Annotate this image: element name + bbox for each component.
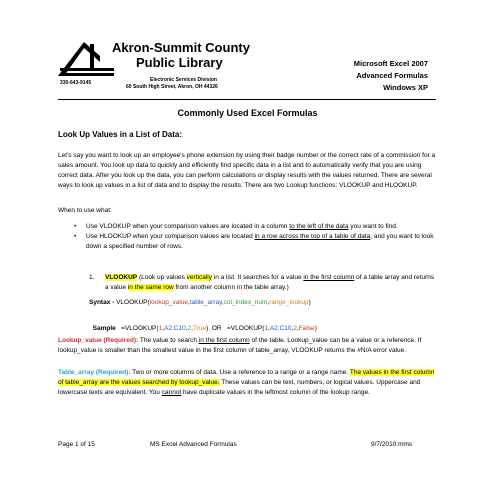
item-number: 1.: [89, 274, 95, 281]
footer-date: 9/7/2010:mms: [371, 441, 413, 448]
bullet-dot-icon: •: [74, 233, 77, 240]
list-item: • Use HLOOKUP when your comparison values are located in a row across the top of a table of data, and you want to look down a specified number of rows.: [74, 233, 434, 250]
table-array-paragraph: Table_array (Required): Two or more columns of data. Use a reference to a range or a range name. The values in the first column of table_array are the values searched by lookup_value. These values can be text, numbers, or logical values. Uppercase and lowercase texts are equivalent. You cannot have duplicate values in the leftmost column of the lookup range.: [58, 369, 435, 396]
library-phone: 330-643-9145: [60, 80, 92, 86]
bullet-dot-icon: •: [74, 223, 77, 230]
sample-line: Sample =VLOOKUP(1,A2:C10,2,True) OR =VLOOKUP(1,A2:C10,2,False): [92, 325, 317, 332]
library-name-line1: Akron-Summit County: [112, 40, 250, 55]
header-right-line2: Advanced Formulas: [356, 71, 428, 80]
when-to-use: When to use what:: [58, 207, 112, 214]
library-name: [112, 40, 250, 70]
header-right-line1: Microsoft Excel 2007: [353, 59, 428, 68]
footer-page: Page 1 of 15: [58, 441, 95, 448]
header-right: [354, 58, 428, 94]
library-address: 60 South High Street, Akron, OH 44326: [126, 84, 218, 90]
library-logo-icon: [58, 38, 114, 78]
list-item: • Use VLOOKUP when your comparison values are located in a column to the left of the data you want to find.: [74, 223, 398, 230]
syntax-line: Syntax - VLOOKUP(lookup_value,table_array,col_index_num,range_lookup): [89, 299, 311, 306]
section-heading: Look Up Values in a List of Data:: [58, 130, 183, 139]
table-array-label: Table_array (Required):: [58, 369, 131, 376]
header-right-line3: Windows XP: [383, 83, 428, 92]
bullet-list: [72, 222, 438, 252]
header-divider: [58, 99, 436, 100]
page-title: Commonly Used Excel Formulas: [177, 108, 318, 118]
list-item: 1. VLOOKUP (Look up values vertically in a list. It searches for a value in the first column of a table array and returns a value in the same row from another column in the table array.): [89, 274, 435, 291]
library-name-line2: Public Library: [136, 55, 223, 70]
library-division: Electronic Services Division: [150, 77, 217, 83]
lookup-value-paragraph: Lookup_value (Required): The value to search in the first column of the table. Lookup_value can be a value or a reference. If lookup_value is smaller than the smallest value in the first column of table_array, VLOOKUP returns the #N/A error value.: [58, 337, 422, 354]
intro-paragraph: Let's say you want to look up an employee's phone extension by using their badge number or the correct rate of a commission for a sales amount. You look up data to quickly and efficiently find specific data in a list and to automatically verify that you are using correct data. After you look up the data, you can perform calculations or display results with the values returned. There are several ways to look up values in a list of data and to display the results. There are two Lookup functions: VLOOKUP and HLOOKUP.: [58, 152, 436, 189]
vlookup-item: [89, 273, 438, 293]
lookup-value-label: Lookup_value (Required):: [58, 337, 139, 344]
footer-doc: MS Excel Advanced Formulas: [150, 441, 237, 448]
vlookup-name: VLOOKUP: [105, 274, 138, 281]
